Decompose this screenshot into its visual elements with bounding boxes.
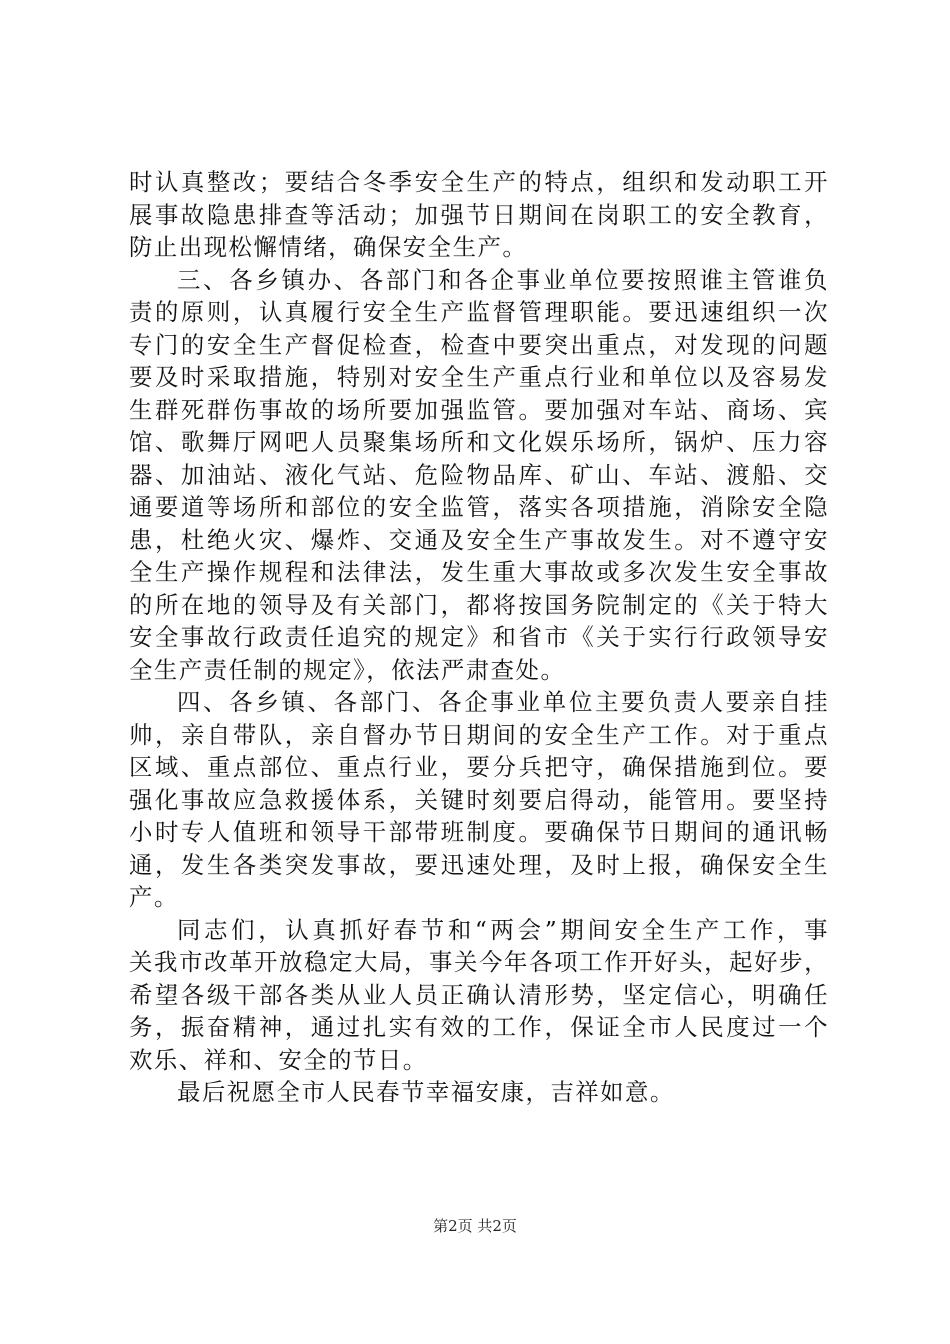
text-line: 帅，亲自带队，亲自督办节日期间的安全生产工作。对于重点 (129, 720, 829, 749)
text-line: 关我市改革开放稳定大局，事关今年各项工作开好头，起好步， (129, 948, 829, 976)
text-line: 器、加油站、液化气站、危险物品库、矿山、车站、渡船、交 (129, 460, 829, 489)
text-line: 责的原则，认真履行安全生产监督管理职能。要迅速组织一次 (129, 298, 829, 326)
text-line: 强化事故应急救援体系，关键时刻要启得动，能管用。要坚持 (129, 785, 829, 814)
page-footer: 第2页 共2页 (433, 1217, 517, 1235)
text-line: 希望各级干部各类从业人员正确认清形势，坚定信心，明确任 (129, 980, 829, 1009)
text-line: 产。 (129, 883, 179, 911)
text-line: 展事故隐患排查等活动；加强节日期间在岗职工的安全教育， (129, 200, 829, 229)
text-line: 通，发生各类突发事故，要迅速处理，及时上报，确保安全生 (129, 850, 829, 879)
text-line: 生群死群伤事故的场所要加强监管。要加强对车站、商场、宾 (129, 395, 829, 424)
text-line: 全生产责任制的规定》，依法严肃查处。 (129, 655, 566, 684)
text-line: 小时专人值班和领导干部带班制度。要确保节日期间的通讯畅 (129, 818, 829, 846)
text-line: 患，杜绝火灾、爆炸、交通及安全生产事故发生。对不遵守安 (129, 525, 829, 554)
text-line: 通要道等场所和部位的安全监管，落实各项措施，消除安全隐 (129, 493, 829, 521)
text-line: 的所在地的领导及有关部门，都将按国务院制定的《关于特大 (129, 590, 829, 619)
text-line: 欢乐、祥和、安全的节日。 (129, 1045, 428, 1074)
text-line: 务，振奋精神，通过扎实有效的工作，保证全市人民度过一个 (129, 1013, 829, 1041)
text-line: 馆、歌舞厅网吧人员聚集场所和文化娱乐场所，锅炉、压力容 (129, 428, 829, 456)
text-line: 全生产操作规程和法律法，发生重大事故或多次发生安全事故 (129, 558, 829, 586)
text-line: 最后祝愿全市人民春节幸福安康，吉祥如意。 (177, 1078, 675, 1106)
text-line: 三、各乡镇办、各部门和各企事业单位要按照谁主管谁负 (177, 265, 829, 294)
text-line: 区域、重点部位、重点行业，要分兵把守，确保措施到位。要 (129, 753, 829, 781)
document-body (129, 166, 829, 1109)
text-line: 同志们，认真抓好春节和“两会”期间安全生产工作，事 (177, 915, 829, 944)
text-line: 安全事故行政责任追究的规定》和省市《关于实行行政领导安 (129, 623, 829, 651)
text-line: 防止出现松懈情绪，确保安全生产。 (129, 233, 528, 261)
text-line: 时认真整改；要结合冬季安全生产的特点，组织和发动职工开 (129, 168, 829, 196)
text-line: 四、各乡镇、各部门、各企事业单位主要负责人要亲自挂 (177, 688, 829, 716)
text-line: 专门的安全生产督促检查，检查中要突出重点，对发现的问题 (129, 330, 829, 359)
text-line: 要及时采取措施，特别对安全生产重点行业和单位以及容易发 (129, 363, 829, 391)
